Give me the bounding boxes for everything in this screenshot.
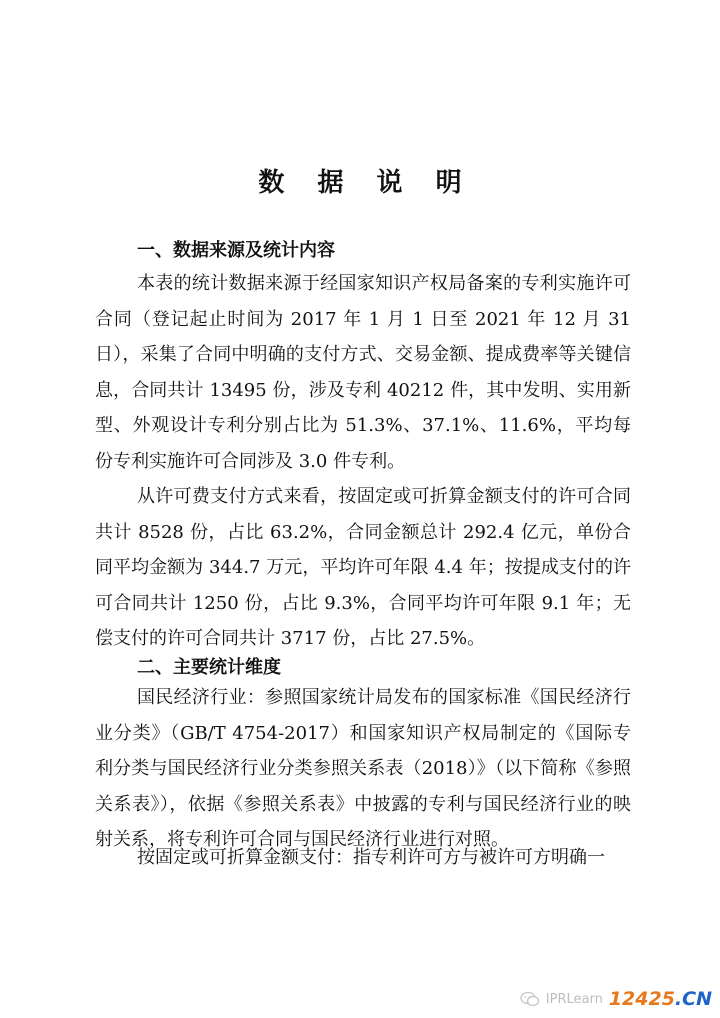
paragraph-fixed-amount-definition: 按固定或可折算金额支付：指专利许可方与被许可方明确一 — [137, 847, 605, 868]
watermark-account: IPRLearn — [545, 991, 603, 1007]
section-heading-2: 二、主要统计维度 — [137, 657, 281, 678]
site-logo-number: 12425 — [608, 988, 675, 1010]
paragraph-data-source: 本表的统计数据来源于经国家知识产权局备案的专利实施许可合同（登记起止时间为 2017 年 1 月 1 日至 2021 年 12 月 31 日），采集了合同中明确的支付方式、交易金额、提成费率等关键信息，合同共计 13495 份，涉及专利 40212 件，其中发明、实用新型、外观设计专利分别占比为 51.3%、37.1%、11.6%，平均每份专利实施许可合同涉及 3.0 件专利。 — [95, 273, 631, 472]
section-heading-1: 一、数据来源及统计内容 — [137, 240, 335, 261]
wechat-icon — [520, 991, 540, 1007]
page-title: 数 据 说 明 — [258, 168, 474, 198]
site-logo-domain: .CN — [674, 988, 712, 1010]
paragraph-payment-methods: 从许可费支付方式来看，按固定或可折算金额支付的许可合同共计 8528 份，占比 63.2%，合同金额总计 292.4 亿元，单份合同平均金额为 344.7 万元，平均许可年限 4.4 年；按提成支付的许可合同共计 1250 份，占比 9.3%，合同平均许可年限 9.1 年；无偿支付的许可合同共计 3717 份，占比 27.5%。 — [95, 486, 631, 649]
site-logo — [609, 988, 712, 1010]
watermark — [520, 984, 712, 1014]
paragraph-industry-classification: 国民经济行业：参照国家统计局发布的国家标准《国民经济行业分类》（GB/T 4754-2017）和国家知识产权局制定的《国际专利分类与国民经济行业分类参照关系表（2018）》（以下简称《参照关系表》），依据《参照关系表》中披露的专利与国民经济行业的映射关系，将专利许可合同与国民经济行业进行对照。 — [95, 687, 631, 850]
